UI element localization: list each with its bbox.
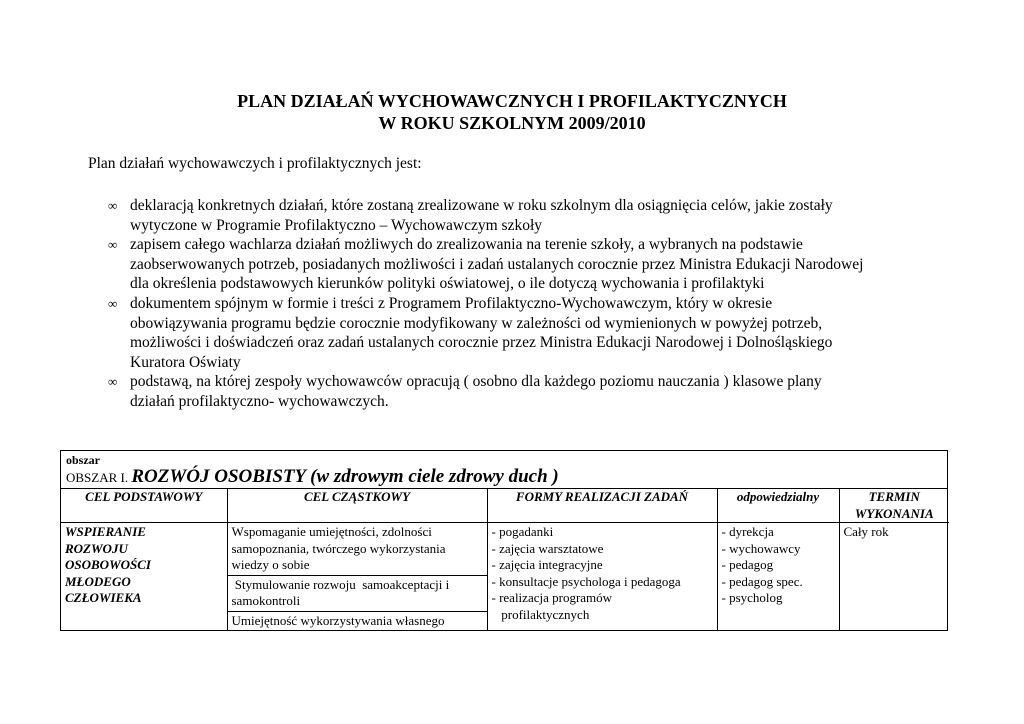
- bullet-line: działań profilaktyczno- wychowawczych.: [130, 392, 389, 410]
- bullet-line: możliwości i doświadczeń oraz zadań ustalanych corocznie przez Ministra Edukacji Narodowej i Dolnośląskiego: [130, 334, 833, 352]
- bullet-list: [108, 196, 938, 412]
- cel-podstawowy-line: WSPIERANIE: [65, 524, 146, 539]
- cel-czastkowy-item: Umiejętność wykorzystywania własnego: [231, 612, 445, 628]
- odpowiedzialny-item: - pedagog: [721, 557, 774, 572]
- list-item: [108, 235, 938, 294]
- odpowiedzialny-cell: [717, 523, 839, 631]
- cel-czastkowy-item: Stymulowanie rozwoju samoakceptacji i samokontroli: [228, 576, 487, 612]
- obszar-title: ROZWÓJ OSOBISTY (w zdrowym ciele zdrowy duch ): [131, 466, 559, 487]
- bullet-line: deklaracją konkretnych działań, które zostaną zrealizowane w roku szkolnym dla osiągnięcia celów, jakie zostały: [130, 197, 833, 214]
- odpowiedzialny-item: - wychowawcy: [721, 540, 801, 556]
- cel-podstawowy-line: MŁODEGO: [65, 573, 131, 589]
- forma-item: - konsultacje psychologa i pedagoga: [491, 573, 681, 589]
- list-item: [108, 372, 938, 411]
- bullet-line: dla określenia podstawowych kierunków polityki oświatowej, o ile dotyczą wychowania i profilaktyki: [130, 275, 765, 293]
- infinity-bullet-icon: ∞: [108, 198, 118, 213]
- header-formy-realizacji: FORMY REALIZACJI ZADAŃ: [487, 489, 717, 523]
- forma-item: - zajęcia warsztatowe: [491, 540, 604, 556]
- document-title-line-2: W ROKU SZKOLNYM 2009/2010: [378, 113, 646, 133]
- bullet-line: dokumentem spójnym w formie i treści z Programem Profilaktyczno-Wychowawczym, który w okresie: [130, 294, 773, 312]
- intro-text: Plan działań wychowawczych i profilaktycznych jest:: [88, 155, 422, 172]
- forma-item: - realizacja programów: [491, 590, 613, 605]
- plan-table: [60, 450, 948, 631]
- termin-cell: Cały rok: [839, 523, 949, 631]
- bullet-line: obowiązywania programu będzie corocznie modyfikowany w zależności od wymienionych w powyżej potrzeb,: [130, 314, 823, 332]
- obszar-title-line: [66, 467, 942, 488]
- odpowiedzialny-item: - dyrekcja: [721, 524, 774, 539]
- header-odpowiedzialny: odpowiedzialny: [717, 489, 839, 523]
- cel-podstawowy-line: CZŁOWIEKA: [65, 590, 142, 605]
- cel-czastkowy-cell: [227, 523, 487, 631]
- infinity-bullet-icon: ∞: [108, 374, 118, 390]
- bullet-line: zaobserwowanych potrzeb, posiadanych możliwości i zadań ustalanych corocznie przez Ministra Edukacji Narodowej: [130, 255, 864, 273]
- cel-podstawowy-cell: [61, 523, 227, 631]
- obszar-header: [61, 451, 947, 489]
- obszar-prefix: OBSZAR I.: [66, 470, 129, 485]
- bullet-line: podstawą, na której zespoły wychowawców opracują ( osobno dla każdego poziomu nauczania ) klasowe plany: [130, 373, 822, 391]
- odpowiedzialny-item: - psycholog: [721, 590, 783, 605]
- bullet-line: Kuratora Oświaty: [130, 353, 241, 371]
- header-termin-wykonania: TERMIN WYKONANIA: [839, 489, 949, 523]
- cel-czastkowy-item: Wspomaganie umiejętności, zdolności samopoznania, twórczego wykorzystania wiedzy o sobie: [228, 523, 487, 576]
- forma-item: - zajęcia integracyjne: [491, 557, 603, 572]
- list-item: [108, 294, 938, 372]
- bullet-line: wytyczone w Programie Profilaktyczno – Wychowawczym szkoły: [130, 216, 542, 234]
- header-cel-czastkowy: CEL CZĄSTKOWY: [227, 489, 487, 523]
- header-cel-podstawowy: CEL PODSTAWOWY: [61, 489, 227, 523]
- document-title-line-1: PLAN DZIAŁAŃ WYCHOWAWCZNYCH I PROFILAKTYCZNYCH: [237, 91, 787, 111]
- infinity-bullet-icon: ∞: [108, 295, 118, 311]
- obszar-label: obszar: [66, 453, 100, 467]
- cel-podstawowy-line: OSOBOWOŚCI: [65, 557, 151, 572]
- formy-realizacji-cell: [487, 523, 717, 631]
- forma-item: profilaktycznych: [491, 606, 590, 622]
- plan-grid: [61, 489, 949, 630]
- bullet-line: zapisem całego wachlarza działań możliwych do zrealizowania na terenie szkoły, a wybranych na podstawie: [130, 236, 803, 254]
- odpowiedzialny-item: - pedagog spec.: [721, 573, 803, 589]
- infinity-bullet-icon: ∞: [108, 237, 118, 253]
- forma-item: - pogadanki: [491, 524, 554, 539]
- table-row: [61, 523, 949, 631]
- list-item: [108, 196, 938, 235]
- cel-podstawowy-line: ROZWOJU: [65, 540, 128, 556]
- table-header-row: [61, 489, 949, 523]
